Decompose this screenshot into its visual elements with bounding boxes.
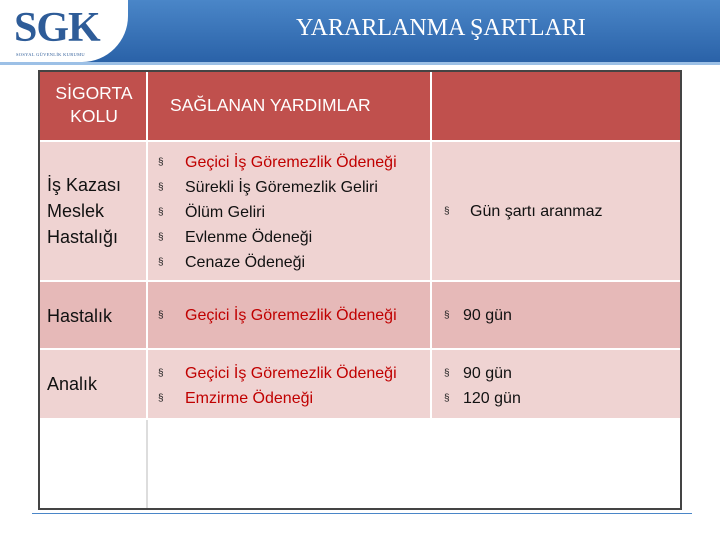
list-item [158,150,397,175]
benefit-text: Geçici İş Göremezlik Ödeneği [185,307,397,324]
bullet-icon: § [158,157,164,168]
benefits-list [158,150,397,275]
conditions-list [444,303,512,328]
list-item [158,250,397,275]
bullet-icon: § [158,232,164,243]
benefits-list [158,361,397,411]
table-row [40,142,680,280]
condition-text: 90 gün [463,307,512,324]
list-item [158,386,397,411]
list-item [158,361,397,386]
benefit-text: Geçici İş Göremezlik Ödeneği [185,154,397,171]
insurance-branch-cell [40,282,146,348]
bullet-icon: § [158,393,164,404]
list-item [444,199,603,224]
footer-divider [32,513,692,514]
benefit-text: Emzirme Ödeneği [185,390,314,407]
insurance-branch-label [47,172,121,250]
label-line: Meslek [47,201,105,221]
table-header-row [40,72,680,140]
table-row [40,350,680,418]
sgk-logo [0,0,128,62]
list-item [158,200,397,225]
benefits-cell [148,350,430,418]
bullet-icon: § [444,393,450,404]
bullet-icon: § [444,368,450,379]
benefit-text: Sürekli İş Göremezlik Geliri [185,179,378,196]
list-item [158,303,397,328]
benefit-text: Geçici İş Göremezlik Ödeneği [185,365,397,382]
list-item [158,225,397,250]
header-saglanan-yardimlar: SAĞLANAN YARDIMLAR [170,95,371,115]
conditions-list [444,361,521,411]
benefit-text: Ölüm Geliri [185,204,266,221]
benefit-text: Cenaze Ödeneği [185,254,306,271]
list-item [444,386,521,411]
logo-text: SGK [14,5,100,51]
insurance-branch-label: Analık [47,374,98,394]
column-divider [146,420,148,508]
list-item [158,175,397,200]
bullet-icon: § [158,182,164,193]
table-row [40,282,680,348]
benefits-list [158,303,397,328]
bullet-icon: § [158,368,164,379]
page-title: YARARLANMA ŞARTLARI [296,15,586,41]
list-item [444,303,512,328]
bullet-icon: § [158,207,164,218]
conditions-list [444,199,603,224]
benefits-cell [148,142,430,280]
condition-text: Gün şartı aranmaz [470,203,603,220]
bullet-icon: § [444,206,450,217]
label-line: İş Kazası [47,175,122,195]
logo-subtitle: SOSYAL GÜVENLİK KURUMU [16,52,85,57]
condition-text: 90 gün [463,365,512,382]
benefit-text: Evlenme Ödeneği [185,229,313,246]
bullet-icon: § [158,257,164,268]
conditions-cell [432,142,680,280]
conditions-cell [432,282,680,348]
title-bar [0,0,720,65]
insurance-branch-cell [40,142,146,280]
list-item [444,361,521,386]
bullet-icon: § [444,310,450,321]
benefits-table [38,70,682,510]
empty-table-row [40,420,680,508]
header-sigorta-kolu: SİGORTA KOLU [55,83,133,126]
insurance-branch-cell [40,350,146,418]
insurance-branch-label: Hastalık [47,306,113,326]
condition-text: 120 gün [463,390,521,407]
conditions-cell [432,350,680,418]
column-divider [146,72,148,140]
label-line: Hastalığı [47,227,119,247]
benefits-cell [148,282,430,348]
bullet-icon: § [158,310,164,321]
column-divider [430,72,432,140]
